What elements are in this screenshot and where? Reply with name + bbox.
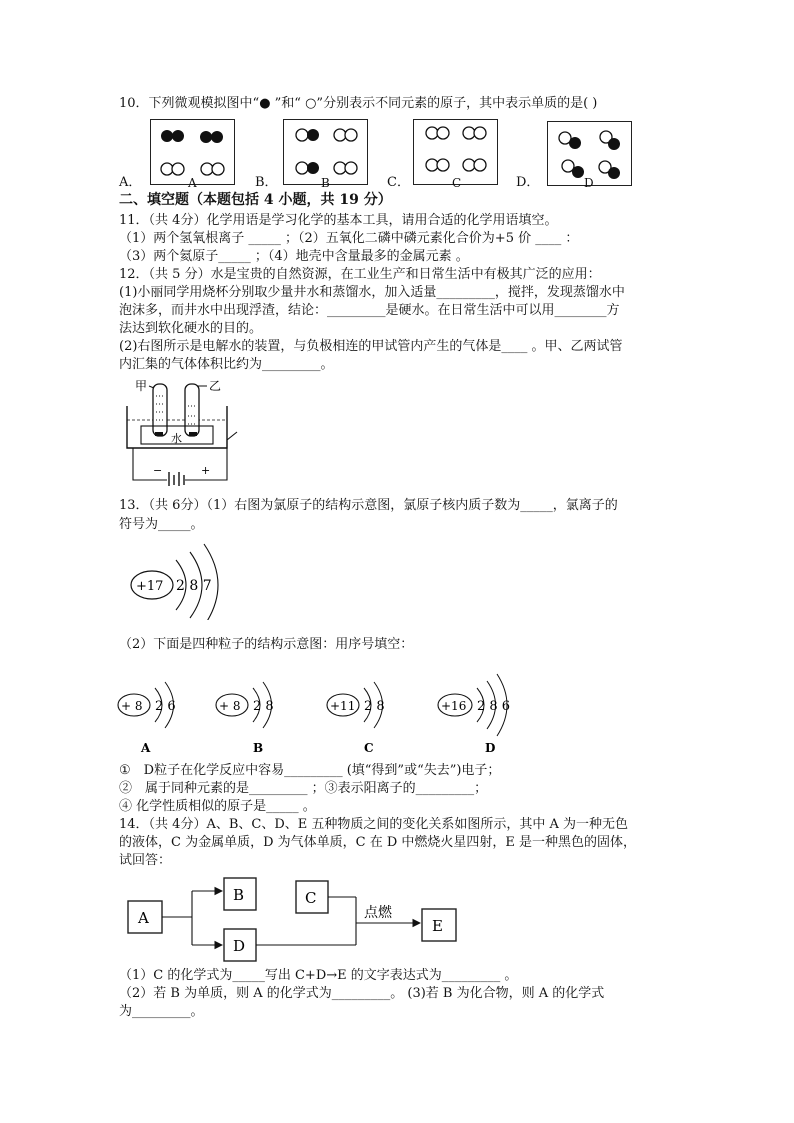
arrow-label-ignite: 点燃 — [364, 905, 392, 921]
q10-figure-a — [151, 120, 234, 184]
particle-a-nucleus: + 8 — [121, 699, 143, 713]
q10-option-c: C． — [387, 175, 410, 190]
q14-line-3: 试回答： — [119, 853, 172, 868]
q14-answer-3: 为_________。 — [119, 1004, 204, 1019]
q14-line-2: 的液体，C 为金属单质，D 为气体单质，C 在 D 中燃烧火星四射，E 是一种黑色的固体， — [119, 835, 637, 850]
particle-c-shells: 2 8 — [364, 699, 385, 714]
particle-a-label: A — [141, 741, 151, 755]
q13-sub-3: ④ 化学性质相似的原子是_____ 。 — [119, 799, 316, 814]
q11-line-2: （1）两个氢氧根离子 _____ ；（2）五氧化二磷中磷元素化合价为+5 价 ____ ： — [119, 231, 579, 246]
label-water: 水 — [171, 432, 182, 445]
particle-b-nucleus: + 8 — [219, 699, 241, 713]
particle-c — [326, 672, 406, 756]
q10-small-a: A — [188, 176, 197, 190]
q10-figure-c — [414, 120, 497, 184]
q12-line-3: 泡沫多，而井水中出现浮渣，结论：_________是硬水。在日常生活中可以用________方 — [119, 303, 620, 318]
q10-figure-b — [284, 120, 367, 184]
particle-d-nucleus: +16 — [441, 699, 467, 713]
q10-option-d: D． — [516, 175, 540, 190]
particle-a-shells: 2 6 — [155, 699, 176, 714]
node-c: C — [305, 889, 317, 907]
particle-d-shells: 2 8 6 — [477, 699, 511, 714]
q10-small-c: C — [452, 176, 462, 190]
q12-line-1: 12．（共 5 分）水是宝贵的自然资源，在工业生产和日常生活中有极其广泛的应用： — [119, 267, 601, 282]
q12-line-2: (1)小丽同学用烧杯分别取少量井水和蒸馏水，加入适量_________，搅拌，发现蒸馏水中 — [119, 285, 625, 300]
q13-sub-2: ② 属于同种元素的是_________ ；③表示阳离子的_________； — [119, 781, 488, 796]
particle-d-label: D — [485, 741, 496, 755]
q13-line-2: 符号为_____。 — [119, 517, 204, 532]
node-e: E — [432, 917, 443, 935]
q13-line-3: （2）下面是四种粒子的结构示意图：用序号填空： — [119, 637, 414, 652]
particle-d — [437, 668, 527, 756]
particle-b-label: B — [253, 741, 264, 755]
q10-small-d: D — [584, 176, 594, 190]
q10-small-b: B — [321, 176, 330, 190]
node-d: D — [233, 937, 246, 955]
electrolysis-apparatus — [119, 376, 249, 486]
section-heading: 二、填空题（本题包括 4 小题，共 19 分） — [119, 192, 392, 208]
particle-c-nucleus: +11 — [330, 699, 356, 713]
reaction-flow-diagram — [126, 873, 466, 965]
label-plus: + — [201, 464, 211, 477]
cl-shells: 2 8 7 — [176, 578, 212, 594]
label-minus: − — [153, 464, 163, 477]
q13-line-1: 13．（共 6分）（1）右图为氯原子的结构示意图，氯原子核内质子数为_____，氯离子的 — [119, 498, 618, 513]
q13-sub-1: ① D粒子在化学反应中容易_________ (填“得到”或“失去”)电子； — [119, 763, 501, 778]
label-yi: 乙 — [209, 379, 222, 393]
particle-a — [117, 672, 197, 756]
q10-option-a: A． — [119, 175, 142, 190]
q12-line-4: 法达到软化硬水的目的。 — [119, 321, 263, 336]
node-b: B — [233, 886, 245, 904]
node-a: A — [138, 909, 149, 927]
particle-b-shells: 2 8 — [253, 699, 274, 714]
chlorine-atom-diagram — [126, 540, 246, 620]
q14-answer-2: （2）若 B 为单质，则 A 的化学式为_________。 (3)若 B 为化合物，则 A 的化学式 — [119, 986, 605, 1001]
q10-option-b: B． — [255, 175, 278, 190]
cl-nucleus: +17 — [136, 579, 164, 594]
label-jia: 甲 — [135, 379, 148, 393]
q14-line-1: 14．（共 4分）A、B、C、D、E 五种物质之间的变化关系如图所示，其中 A 为一种无色 — [119, 817, 629, 832]
particle-b — [215, 672, 295, 756]
q12-line-6: 内汇集的气体体积比约为_________。 — [119, 357, 334, 372]
q10-stem: 10．下列微观模拟图中“● ”和“ ○”分别表示不同元素的原子，其中表示单质的是( ) — [119, 96, 598, 111]
q11-line-1: 11．（共 4分）化学用语是学习化学的基本工具，请用合适的化学用语填空。 — [119, 213, 558, 228]
q12-line-5: (2)右图所示是电解水的装置，与负极相连的甲试管内产生的气体是____ 。甲、乙两试管 — [119, 339, 623, 354]
particle-c-label: C — [364, 741, 374, 755]
q14-answer-1: （1）C 的化学式为_____写出 C+D→E 的文字表达式为_________ 。 — [119, 968, 518, 983]
q11-line-3: （3）两个氦原子_____ ；（4）地壳中含量最多的金属元素 。 — [119, 249, 469, 264]
